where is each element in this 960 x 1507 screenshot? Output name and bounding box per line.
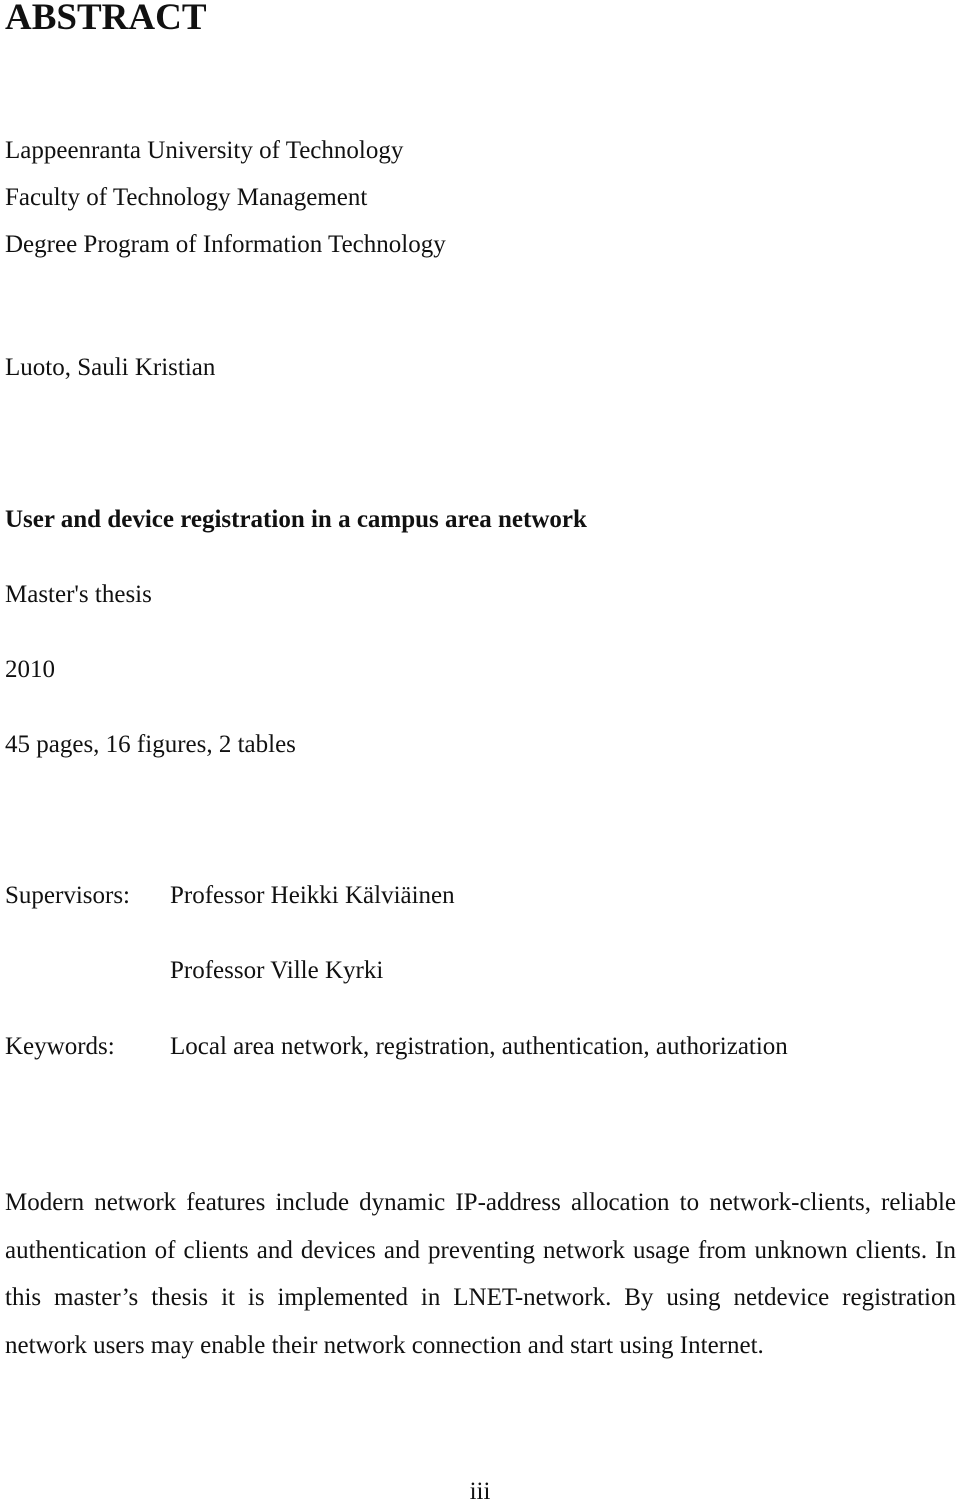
- thesis-title: User and device registration in a campus area network: [5, 506, 587, 533]
- thesis-extent: 45 pages, 16 figures, 2 tables: [5, 731, 296, 758]
- degree-program: Degree Program of Information Technology: [5, 231, 446, 258]
- author-name: Luoto, Sauli Kristian: [5, 354, 216, 381]
- abstract-body: Modern network features include dynamic IP-address allocation to network-clients, reliable authentication of clients and devices and preventing network usage from unknown clients. In this master’s thesis it is implemented in LNET-network. By using netdevice registration network users may enable their network connection and start using Internet.: [5, 1189, 956, 1359]
- faculty-name: Faculty of Technology Management: [5, 184, 368, 211]
- supervisor-name: Professor Heikki Kälviäinen: [170, 882, 455, 909]
- keywords-value: Local area network, registration, authentication, authorization: [170, 1033, 788, 1060]
- page-number: iii: [469, 1478, 491, 1505]
- thesis-year: 2010: [5, 656, 55, 683]
- page-title: ABSTRACT: [5, 0, 207, 38]
- supervisors-label: Supervisors:: [5, 882, 130, 909]
- university-name: Lappeenranta University of Technology: [5, 137, 404, 164]
- thesis-type: Master's thesis: [5, 581, 152, 608]
- keywords-label: Keywords:: [5, 1033, 115, 1060]
- supervisor-name: Professor Ville Kyrki: [170, 957, 384, 984]
